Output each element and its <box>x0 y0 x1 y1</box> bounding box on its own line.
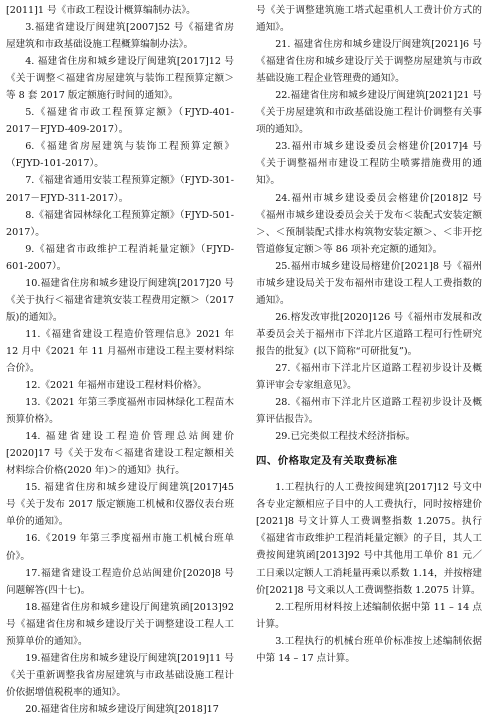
paragraph-p6: 6.《福建省房屋建筑与装饰工程预算定额》（FJYD-101-2017）。 <box>6 141 234 170</box>
paragraph-p7: 7.《福建省通用安装工程预算定额》（FJYD-301-2017－FJYD-311-2017）。 <box>6 175 234 204</box>
paragraph-s2: 2.工程所用材料按上述编制依据中第 11 – 14 点计算。 <box>256 601 482 630</box>
paragraph-p8: 8.《福建省园林绿化工程预算定额》（FJYD-501-2017）。 <box>6 209 234 238</box>
paragraph-p23: 23.福州市城乡建设委员会榕建价[2017]4 号《关于调整福州市建设工程防尘喷雾措施费用的通知》。 <box>256 141 482 187</box>
paragraph-s1: 1.工程执行的人工费按闽建筑[2017]12 号文中各专业定额相应子目中的人工费执行，同时按榕建价[2021]8 号文计算人工费调整指数 1.2075。执行《福建省市政维护工程消耗量定额》的子目，其人工费按闽建筑函[2013]92 号中其他用工单价 81 元／工日乘以定额人工消耗量再乘以系数 1.14，并按榕建价[2021]8 号文乘以人工费调整指数 1.2075 计算。 <box>256 482 482 596</box>
paragraph-p22: 22.福建省住房和城乡建设厅闽建筑[2021]21 号《关于房屋建筑和市政基础设施工程计价调整有关事项的通知》。 <box>256 90 482 136</box>
paragraph-p11: 11.《福建省建设工程造价管理信息》2021 年 12 月中《2021 年 11 月福州市建设工程主要材料综合价》。 <box>6 328 234 374</box>
paragraph-p18: 18.福建省住房和城乡建设厅闽建筑函[2013]92 号《福建省住房和城乡建设厅关于调整建设工程人工预算单价的通知》。 <box>6 601 234 647</box>
paragraph-p20: 20.福建省住房和城乡建设厅闽建筑[2018]17 <box>25 703 219 715</box>
paragraph-p16: 16.《2019 年第三季度福州市施工机械台班单价》。 <box>6 533 234 562</box>
paragraph-p29: 29.已完类似工程技术经济指标。 <box>275 431 416 443</box>
left-column <box>6 2 234 718</box>
paragraph-s3: 3.工程执行的机械台班单价标准按上述编制依据中第 14 – 17 点计算。 <box>256 635 482 664</box>
paragraph-p4: 4. 福建省住房和城乡建设厅闽建筑[2017]12 号《关于调整＜福建省房屋建筑与装饰工程预算定额＞等 8 套 2017 版定额施行时间的通知》。 <box>6 56 234 102</box>
paragraph-p15: 15. 福建省住房和城乡建设厅闽建筑[2017]45 号《关于发布 2017 版定额施工机械和仪器仪表台班单价的通知》。 <box>6 482 234 528</box>
paragraph-p28: 28.《福州市下洋北片区道路工程初步设计及概算评估报告》。 <box>256 397 482 426</box>
paragraph-p26: 26.榕发改审批[2020]126 号《福州市发展和改革委员会关于福州市下洋北片区道路工程可行性研究报告的批复》(以下简称“可研批复”)。 <box>256 311 482 357</box>
right-column <box>256 2 482 667</box>
paragraph-p9: 9.《福建省市政维护工程消耗量定额》（FJYD-601-2007）。 <box>6 243 234 272</box>
paragraph-p13: 13.《2021 年第三季度福州市园林绿化工程苗木预算价格》。 <box>6 397 234 426</box>
section-body <box>256 479 482 667</box>
paragraph-p19: 19.福建省住房和城乡建设厅闽建筑[2019]11 号《关于重新调整我省房屋建筑与市政基础设施工程计价依据增值税税率的通知》。 <box>6 652 234 698</box>
reference-list-continued <box>256 2 482 445</box>
paragraph-p5: 5.《福建省市政工程预算定额》（FJYD-401-2017－FJYD-409-2017）。 <box>6 107 234 136</box>
paragraph-p3: 3.福建省建设厅闽建筑[2007]52 号《福建省房屋建筑和市政基础设施工程概算编制办法》。 <box>6 22 234 51</box>
paragraph-p12: 12.《2021 年福州市建设工程材料价格》。 <box>25 380 208 392</box>
paragraph-p17: 17.福建省建设工程造价总站闽建价[2020]8 号问题解答(四十七)。 <box>6 567 234 596</box>
paragraph-p20-cont: 号《关于调整建筑施工塔式起重机人工费计价方式的通知》。 <box>256 5 482 34</box>
paragraph-p27: 27.《福州市下洋北片区道路工程初步设计及概算评审会专家组意见》。 <box>256 362 482 392</box>
paragraph-p14: 14. 福建省建设工程造价管理总站闽建价[2020]17 号《关于发布＜福建省建设工程定额相关材料综合价格(2020 年)＞的通知》执行。 <box>6 431 234 477</box>
paragraph-p21: 21. 福建省住房和城乡建设厅闽建筑[2021]6 号《福建省住房和城乡建设厅关于调整房屋建筑与市政基础设施工程企业管理费的通知》。 <box>256 39 482 85</box>
paragraph-p24: 24.福州市城乡建设委员会榕建价[2018]2 号《福州市城乡建设委员会关于发布＜装配式安装定额＞、＜预制装配式排水构筑物安装定额＞、＜非开挖管道修复定额＞等 86 项补充定额的通知》。 <box>256 192 482 255</box>
paragraph-p-cont-top: [2011]1 号《市政工程设计概算编制办法》。 <box>6 5 196 16</box>
paragraph-p10: 10.福建省住房和城乡建设厅闽建筑[2017]20 号《关于执行＜福建省建筑安装工程费用定额＞（2017 版)的通知》。 <box>6 277 234 323</box>
section-heading: 四、价格取定及有关取费标准 <box>256 455 398 468</box>
paragraph-p25: 25.福州市城乡建设局榕建价[2021]8 号《福州市城乡建设局关于发布福州市建设工程人工费指数的通知》。 <box>256 260 482 306</box>
